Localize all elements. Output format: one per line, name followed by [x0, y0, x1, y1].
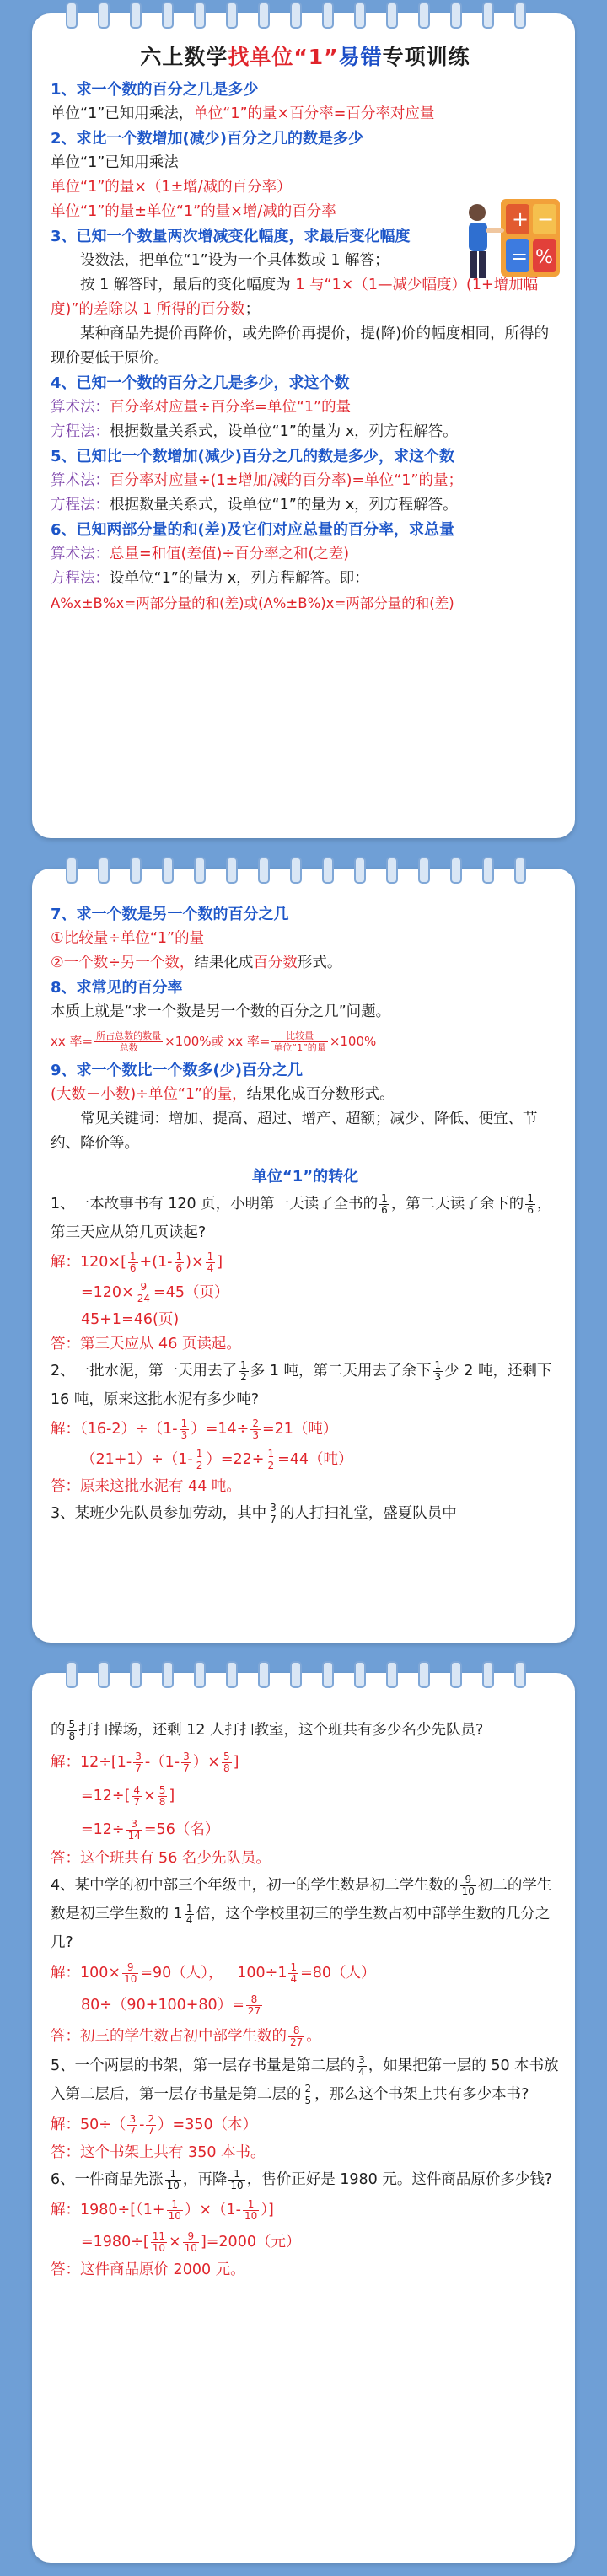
binder-rings [32, 857, 575, 882]
question-1: 1、一本故事书有 120 页，小明第一天读了全书的 $\frac{1}{6}$ ，第二天读了余下的 $\frac{1}{6}$ ，第三天应从第几页读起? [51, 1191, 552, 1241]
answer-1: 答：第三天应从 46 页读起。 [51, 1336, 241, 1353]
answer-2: 答：原来这批水泥有 44 吨。 [51, 1478, 241, 1495]
heading-2: 2、求比一个数增加(减少)百分之几的数是多少 [51, 130, 363, 148]
rule-7b: ②一个数÷另一个数，结果化成百分数形式。 [51, 955, 342, 971]
card-3-content [51, 1715, 560, 2283]
solution-3-line-1: 解：12÷[1- $\frac{3}{7}$ -（1- $\frac{3}{7}$ ）× $\frac{5}{8}$ ] [51, 1750, 239, 1774]
heading-5: 5、已知比一个数增加(减少)百分之几的数是多少，求这个数 [51, 448, 454, 465]
solution-6-line-2: =1980÷[ $\frac{11}{10}$ × $\frac{9}{10}$ ]=2000（元） [81, 2229, 301, 2254]
solution-4-line-1: 解：100× $\frac{9}{10}$ =90（人）， 100÷1 $\frac{1}{4}$ =80（人） [51, 1960, 376, 1985]
binder-rings [32, 2, 575, 27]
solution-6-line-1: 解：1980÷[（1+ $\frac{1}{10}$ ）×（1- $\frac{1}{10}$ ）] [51, 2197, 274, 2222]
rule-4a: 算术法：百分率对应量÷百分率=单位“1”的量 [51, 399, 352, 416]
question-2: 2、一批水泥，第一天用去了 $\frac{1}{2}$ 多 1 吨，第二天用去了余下 $\frac{1}{3}$ 少 2 吨，还剩下 16 吨，原来这批水泥有多少吨? [51, 1358, 552, 1408]
question-5: 5、一个两层的书架，第一层存书量是第二层的 $\frac{3}{4}$ ，如果把第一层的 50 本书放入第二层后，第一层存书量是第二层的 $\frac{2}{5}$ ，那么这个书架上共有多少本书? [51, 2053, 559, 2106]
heading-8: 8、求常见的百分率 [51, 979, 183, 997]
solution-4-line-2: 80÷（90+100+80）= $\frac{8}{27}$ [81, 1993, 261, 2017]
question-6: 6、一件商品先涨 $\frac{1}{10}$ ，再降 $\frac{1}{10}$ ，售价正好是 1980 元。这件商品原价多少钱? [51, 2167, 553, 2191]
solution-3-line-2: =12÷[ $\frac{4}{7}$ × $\frac{5}{8}$ ] [81, 1783, 175, 1808]
heading-6: 6、已知两部分量的和(差)及它们对应总量的百分率，求总量 [51, 521, 454, 539]
card-1-content [51, 35, 560, 616]
rule-2c: 单位“1”的量±单位“1”的量×增/减的百分率 [51, 203, 336, 220]
solution-3-line-3: =12÷ $\frac{3}{14}$ =56（名） [81, 1817, 220, 1842]
solution-1-line-1: 解：120×[ $\frac{1}{6}$ +(1- $\frac{1}{6}$ )× $\frac{1}{4}$ ] [51, 1250, 223, 1274]
card-3 [32, 1673, 575, 2563]
rule-1: 单位“1”已知用乘法，单位“1”的量×百分率=百分率对应量 [51, 105, 435, 122]
solution-1-line-2: =120× $\frac{9}{24}$ =45（页） [81, 1280, 229, 1304]
rule-8a: 本质上就是“求一个数是另一个数的百分之几”问题。 [51, 1003, 391, 1020]
rate-formula: xx 率= $\frac{\text{所占总数的数量}}{\text{总数}}$ ×100%或 xx 率= $\frac{\text{比较量}}{\text{单位“1”的量}}$ ×100% [51, 1030, 377, 1053]
solution-2-line-1: 解：（16-2）÷（1- $\frac{1}{3}$ ）=14÷ $\frac{2}{3}$ =21（吨） [51, 1417, 338, 1441]
question-3-continued: 的 $\frac{5}{8}$ 打扫操场，还剩 12 人打扫教室，这个班共有多少名少先队员? [51, 1718, 484, 1742]
rule-4b: 方程法：根据数量关系式，设单位“1”的量为 x，列方程解答。 [51, 423, 458, 440]
heading-3: 3、已知一个数量两次增减变化幅度，求最后变化幅度 [51, 228, 411, 245]
svg-text:−: − [537, 207, 555, 231]
rule-2a: 单位“1”已知用乘法 [51, 154, 179, 171]
page-title: 六上数学找单位“1”易错专项训练 [140, 45, 470, 69]
svg-text:=: = [511, 245, 529, 268]
rule-5a: 算术法：百分率对应量÷(1±增加/减的百分率)=单位“1”的量； [51, 472, 463, 489]
rule-3c: 某种商品先提价再降价，或先降价再提价，提(降)价的幅度相同，所得的现价要低于原价。 [51, 325, 550, 367]
heading-9: 9、求一个数比一个数多(少)百分之几 [51, 1062, 303, 1079]
rule-9b: 常见关键词：增加、提高、超过、增产、超额；减少、降低、便宜、节约、降价等。 [51, 1111, 538, 1152]
question-3-start: 3、某班少先队员参加劳动，其中 $\frac{3}{7}$ 的人打扫礼堂，盛夏队员中 [51, 1501, 457, 1525]
solution-2-line-2: （21+1）÷（1- $\frac{1}{2}$ ）=22÷ $\frac{1}{2}$ =44（吨） [81, 1447, 353, 1471]
solution-5: 解：50÷（ $\frac{3}{7}$ - $\frac{2}{7}$ ）=350（本） [51, 2112, 258, 2137]
svg-text:+: + [512, 207, 529, 231]
rule-3a: 设数法，把单位“1”设为一个具体数或 1 解答； [80, 252, 389, 269]
rule-5b: 方程法：根据数量关系式，设单位“1”的量为 x，列方程解答。 [51, 497, 458, 514]
answer-3: 答：这个班共有 56 名少先队员。 [51, 1850, 271, 1867]
answer-5: 答：这个书架上共有 350 本书。 [51, 2144, 266, 2161]
heading-7: 7、求一个数是另一个数的百分之几 [51, 906, 289, 923]
rule-9a: (大数－小数)÷单位“1”的量，结果化成百分数形式。 [51, 1086, 395, 1103]
answer-4: 答：初三的学生数占初中部学生数的 $\frac{8}{27}$ 。 [51, 2024, 321, 2048]
rule-6b: 方程法：设单位“1”的量为 x，列方程解答。即： [51, 570, 369, 587]
rule-3b: 按 1 解答时，最后的变化幅度为 1 与“1×（1—减少幅度）(1+增加幅度)”的差除以 1 所得的百分数； [51, 277, 539, 318]
rule-6c: A%x±B%x=两部分量的和(差)或(A%±B%)x=两部分量的和(差) [51, 595, 454, 611]
rule-6a: 算术法：总量=和值(差值)÷百分率之和(之差) [51, 546, 350, 562]
card-2 [32, 869, 575, 1643]
section-subtitle: 单位“1”的转化 [251, 1168, 359, 1186]
rule-2b: 单位“1”的量×（1±增/减的百分率） [51, 179, 292, 196]
card-1 [32, 13, 575, 838]
binder-rings [32, 1661, 575, 1686]
svg-text:%: % [535, 247, 553, 268]
answer-6: 答：这件商品原价 2000 元。 [51, 2261, 245, 2278]
heading-1: 1、求一个数的百分之几是多少 [51, 81, 259, 99]
solution-1-line-3: 45+1=46(页) [81, 1311, 180, 1328]
question-4: 4、某中学的初中部三个年级中，初一的学生数是初二学生数的 $\frac{9}{10}$ 初二的学生数是初三学生数的 1 $\frac{1}{4}$ 倍，这个学校里初三的学生数占初中部学生数的几分之几? [51, 1873, 552, 1951]
heading-4: 4、已知一个数的百分之几是多少，求这个数 [51, 374, 350, 392]
card-2-content [51, 902, 560, 1528]
rule-7a: ①比较量÷单位“1”的量 [51, 930, 205, 947]
